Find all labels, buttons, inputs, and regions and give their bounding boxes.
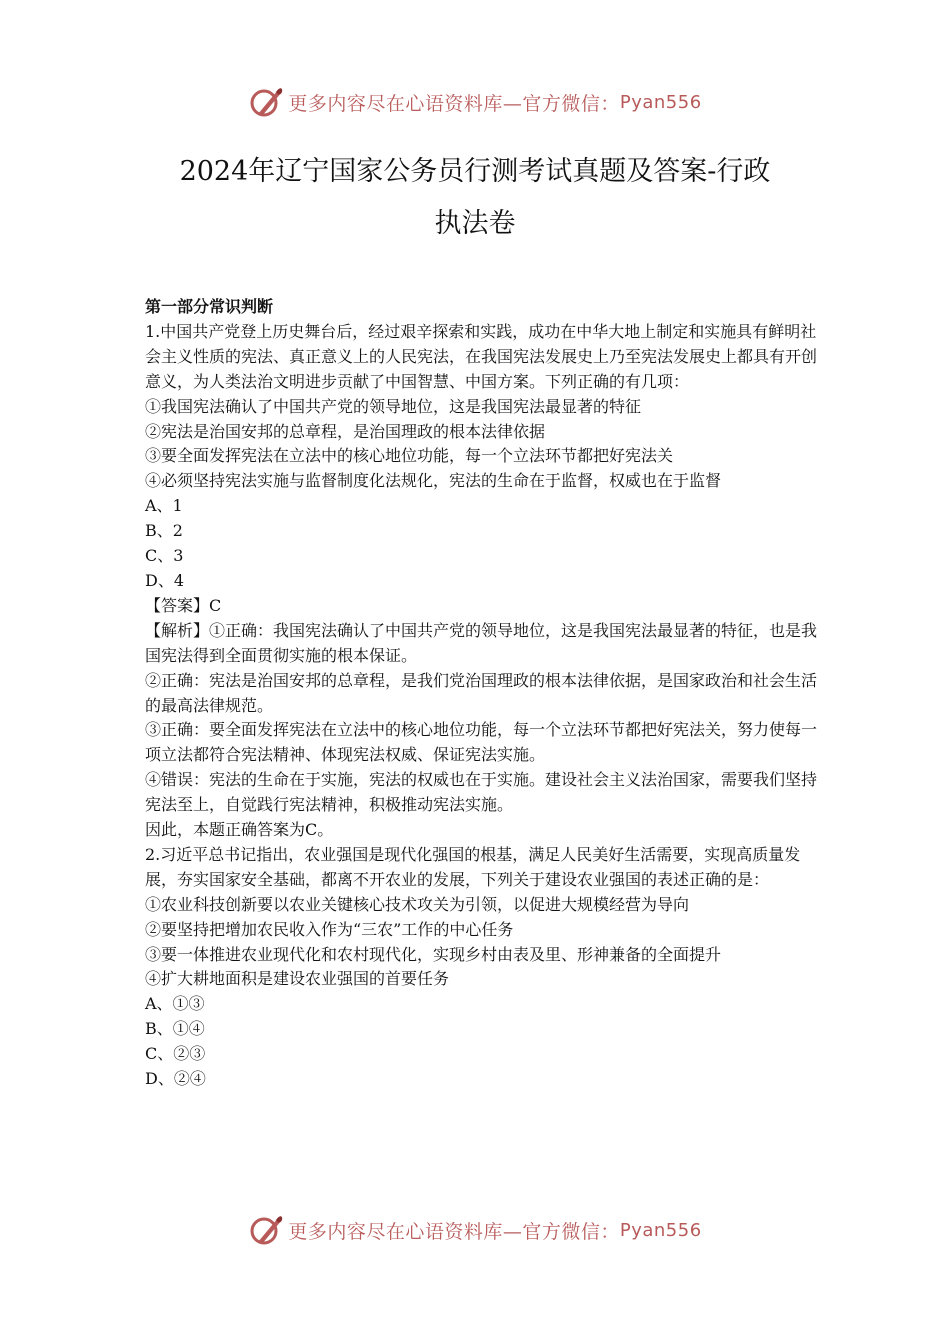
question-1-analysis: 【解析】①正确：我国宪法确认了中国共产党的领导地位，这是我国宪法最显著的特征，也是我国宪法得到全面贯彻实施的根本保证。 [145, 620, 818, 665]
question-1-analysis: ②正确：宪法是治国安邦的总章程，是我们党治国理政的根本法律依据，是国家政治和社会生活的最高法律规范。 [145, 670, 818, 715]
question-1-option-a: A、1 [145, 496, 183, 516]
question-1-statement: ④必须坚持宪法实施与监督制度化法规化，宪法的生命在于监督，权威也在于监督 [145, 471, 722, 491]
question-1-conclusion: 因此，本题正确答案为C。 [145, 820, 334, 840]
question-2-stem: 2.习近平总书记指出，农业强国是现代化强国的根基，满足人民美好生活需要，实现高质量发展，夯实国家安全基础，都离不开农业的发展，下列关于建设农业强国的表述正确的是： [145, 844, 801, 889]
question-1-statement: ①我国宪法确认了中国共产党的领导地位，这是我国宪法最显著的特征 [145, 396, 642, 416]
watermark-id: Pyan556 [619, 1219, 702, 1241]
title-line-1: 2024年辽宁国家公务员行测考试真题及答案-行政 [179, 156, 771, 187]
watermark-banner-bottom [0, 1210, 950, 1250]
watermark-text: 更多内容尽在心语资料库—官方微信： [288, 1220, 620, 1243]
question-1-analysis: ④错误：宪法的生命在于实施，宪法的权威也在于实施。建设社会主义法治国家，需要我们坚持宪法至上，自觉践行宪法精神，积极推动宪法实施。 [145, 770, 818, 815]
question-2-option-b: B、①④ [145, 1019, 205, 1039]
question-1-statement: ③要全面发挥宪法在立法中的核心地位功能，每一个立法环节都把好宪法关 [145, 446, 674, 466]
document-title [100, 146, 850, 250]
watermark-id: Pyan556 [619, 91, 702, 113]
question-1-option-d: D、4 [145, 570, 185, 590]
question-1-option-b: B、2 [145, 521, 183, 541]
question-1-answer: 【答案】C [145, 595, 222, 615]
question-2-statement: ②要坚持把增加农民收入作为“三农”工作的中心任务 [145, 919, 514, 939]
question-1-analysis: ③正确：要全面发挥宪法在立法中的核心地位功能，每一个立法环节都把好宪法关，努力使每一项立法都符合宪法精神、体现宪法权威、保证宪法实施。 [145, 720, 818, 765]
document-body [145, 295, 825, 1092]
quill-logo-icon [248, 1212, 284, 1248]
watermark-banner-top [0, 82, 950, 122]
question-2-statement: ④扩大耕地面积是建设农业强国的首要任务 [145, 969, 450, 989]
question-1-stem: 1.中国共产党登上历史舞台后，经过艰辛探索和实践，成功在中华大地上制定和实施具有鲜明社会主义性质的宪法、真正意义上的人民宪法，在我国宪法发展史上乃至宪法发展史上都具有开创意义，为人类法治文明进步贡献了中国智慧、中国方案。下列正确的有几项： [145, 321, 818, 391]
question-1-option-c: C、3 [145, 546, 184, 566]
quill-logo-icon [248, 84, 284, 120]
title-line-2: 执法卷 [434, 208, 516, 239]
question-1-statement: ②宪法是治国安邦的总章程，是治国理政的根本法律依据 [145, 421, 546, 441]
question-2-option-d: D、②④ [145, 1069, 206, 1089]
question-2-option-a: A、①③ [145, 994, 205, 1014]
question-2-statement: ③要一体推进农业现代化和农村现代化，实现乡村由表及里、形神兼备的全面提升 [145, 944, 722, 964]
question-2-statement: ①农业科技创新要以农业关键核心技术攻关为引领，以促进大规模经营为导向 [145, 894, 690, 914]
section-heading: 第一部分常识判断 [145, 297, 274, 316]
question-2-option-c: C、②③ [145, 1044, 206, 1064]
watermark-text: 更多内容尽在心语资料库—官方微信： [288, 92, 620, 115]
